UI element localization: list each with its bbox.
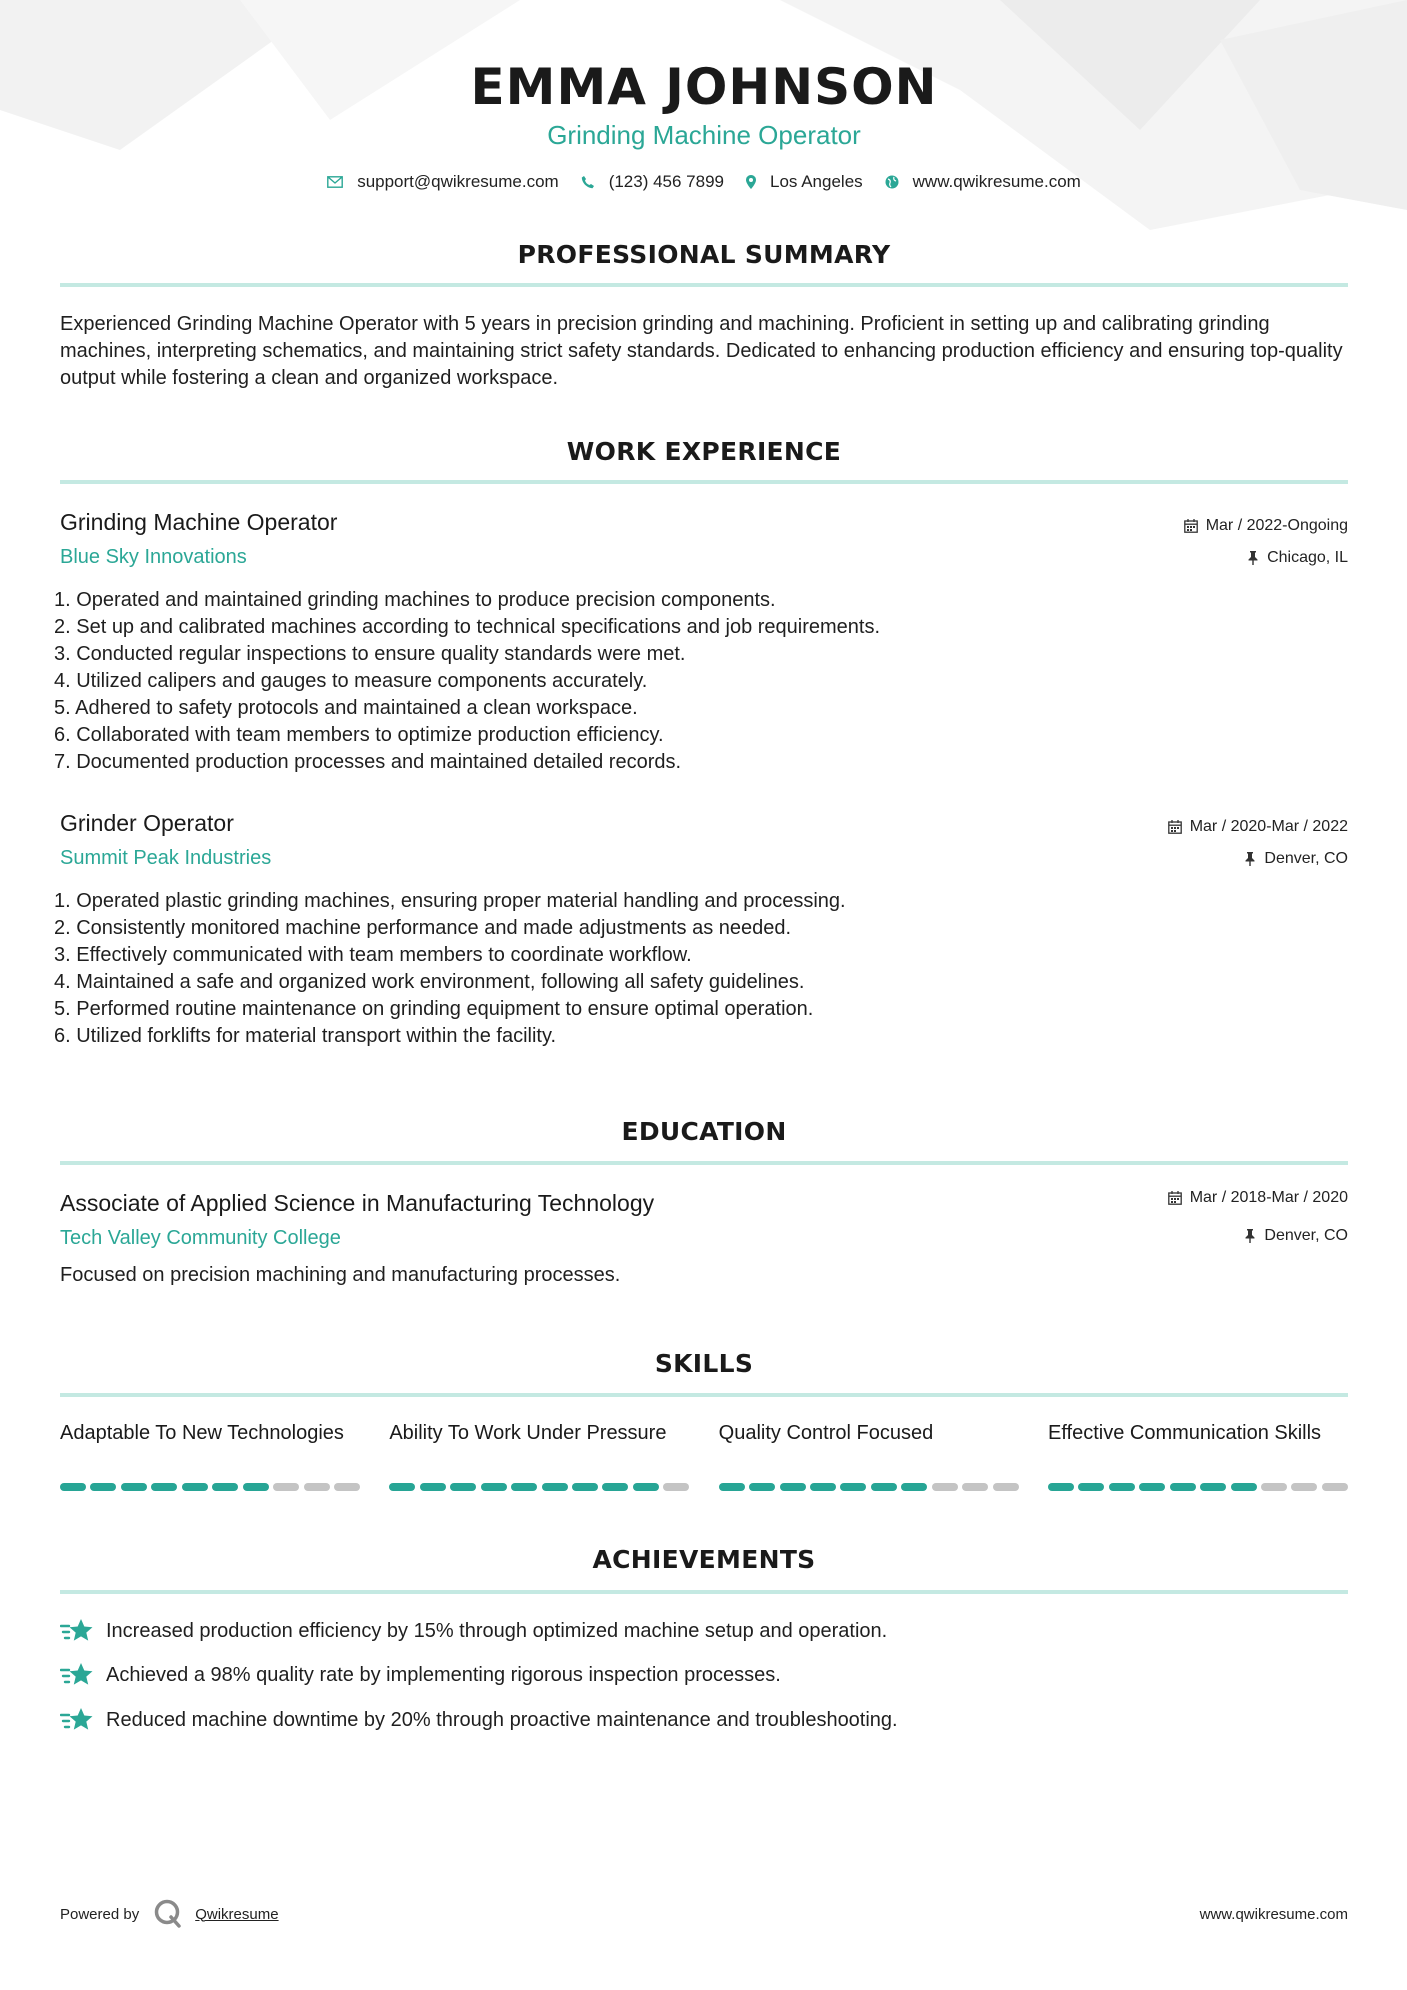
job-company: Summit Peak Industries bbox=[60, 847, 272, 869]
skill-segment-filled bbox=[420, 1483, 446, 1491]
skill-segment-filled bbox=[90, 1483, 116, 1491]
map-pin-icon bbox=[746, 175, 756, 189]
skill-name: Quality Control Focused bbox=[718, 1422, 934, 1444]
website-text: www.qwikresume.com bbox=[912, 172, 1081, 191]
list-item: 6. Collaborated with team members to optimize production efficiency. bbox=[54, 724, 664, 746]
skill-segment-empty bbox=[304, 1483, 330, 1491]
calendar-icon bbox=[1168, 1191, 1182, 1205]
skill-item bbox=[1048, 1420, 1348, 1492]
summary-heading: PROFESSIONAL SUMMARY bbox=[517, 240, 891, 269]
skill-name: Adaptable To New Technologies bbox=[60, 1422, 344, 1444]
job-location bbox=[1247, 549, 1348, 567]
skill-name: Ability To Work Under Pressure bbox=[389, 1422, 667, 1444]
skill-segment-filled bbox=[719, 1483, 745, 1491]
skill-level-bar bbox=[389, 1483, 689, 1491]
pushpin-icon bbox=[1247, 551, 1259, 565]
education-heading: EDUCATION bbox=[621, 1117, 787, 1146]
skill-name: Effective Communication Skills bbox=[1047, 1422, 1322, 1444]
skill-segment-filled bbox=[1231, 1483, 1257, 1491]
skill-segment-filled bbox=[1139, 1483, 1165, 1491]
list-item: 3. Effectively communicated with team members to coordinate workflow. bbox=[54, 944, 692, 966]
skill-level-bar bbox=[60, 1483, 360, 1491]
skill-segment-filled bbox=[901, 1483, 927, 1491]
education-dates bbox=[1168, 1189, 1348, 1207]
phone-text: (123) 456 7899 bbox=[608, 172, 725, 191]
skill-segment-filled bbox=[1200, 1483, 1226, 1491]
skill-segment-empty bbox=[1261, 1483, 1287, 1491]
skill-segment-filled bbox=[871, 1483, 897, 1491]
list-item: 4. Utilized calipers and gauges to measure components accurately. bbox=[54, 670, 648, 692]
globe-icon bbox=[885, 175, 899, 189]
job-location-text: Chicago, IL bbox=[1267, 549, 1348, 566]
skill-segment-filled bbox=[749, 1483, 775, 1491]
education-description: Focused on precision machining and manufacturing processes. bbox=[60, 1264, 621, 1286]
skill-segment-filled bbox=[212, 1483, 238, 1491]
skills-grid bbox=[60, 1420, 1348, 1492]
contact-phone[interactable] bbox=[581, 172, 724, 192]
calendar-icon bbox=[1168, 820, 1182, 834]
qwikresume-logo-icon bbox=[153, 1898, 185, 1930]
contact-website[interactable] bbox=[885, 172, 1081, 192]
footer-powered-by bbox=[60, 1898, 279, 1930]
achievement-item bbox=[60, 1661, 781, 1689]
skill-level-bar bbox=[1048, 1483, 1348, 1491]
achievement-text: Achieved a 98% quality rate by implementing rigorous inspection processes. bbox=[106, 1663, 781, 1686]
job-dates bbox=[1168, 818, 1348, 836]
degree-title: Associate of Applied Science in Manufacturing Technology bbox=[60, 1190, 655, 1216]
candidate-title: Grinding Machine Operator bbox=[547, 120, 861, 150]
skill-segment-filled bbox=[1078, 1483, 1104, 1491]
job-title: Grinding Machine Operator bbox=[60, 509, 338, 535]
contact-bar bbox=[60, 172, 1348, 192]
list-item: 1. Operated plastic grinding machines, ensuring proper material handling and processing. bbox=[54, 890, 846, 912]
skill-segment-filled bbox=[572, 1483, 598, 1491]
skill-segment-empty bbox=[962, 1483, 988, 1491]
skill-segment-empty bbox=[334, 1483, 360, 1491]
skill-segment-empty bbox=[273, 1483, 299, 1491]
pushpin-icon bbox=[1244, 1229, 1256, 1243]
skill-item bbox=[60, 1420, 360, 1492]
skill-segment-filled bbox=[840, 1483, 866, 1491]
skill-segment-empty bbox=[1291, 1483, 1317, 1491]
job-title: Grinder Operator bbox=[60, 810, 234, 836]
summary-divider bbox=[60, 283, 1348, 287]
skill-segment-empty bbox=[932, 1483, 958, 1491]
contact-email[interactable] bbox=[327, 172, 559, 192]
qwikresume-link[interactable]: Qwikresume bbox=[195, 1905, 279, 1923]
skill-segment-filled bbox=[1048, 1483, 1074, 1491]
education-divider bbox=[60, 1161, 1348, 1165]
list-item: 6. Utilized forklifts for material transport within the facility. bbox=[54, 1025, 557, 1047]
skill-segment-filled bbox=[389, 1483, 415, 1491]
skill-segment-filled bbox=[511, 1483, 537, 1491]
job-dates-text: Mar / 2022-Ongoing bbox=[1205, 517, 1348, 534]
envelope-icon bbox=[327, 176, 343, 188]
achievement-item bbox=[60, 1617, 887, 1645]
skill-segment-filled bbox=[450, 1483, 476, 1491]
achievements-divider bbox=[60, 1590, 1348, 1594]
pushpin-icon bbox=[1244, 852, 1256, 866]
experience-divider bbox=[60, 480, 1348, 484]
skill-segment-empty bbox=[993, 1483, 1019, 1491]
job-dates bbox=[1184, 517, 1348, 535]
skill-segment-empty bbox=[1322, 1483, 1348, 1491]
skill-level-bar bbox=[719, 1483, 1019, 1491]
job-location bbox=[1244, 850, 1348, 868]
star-icon bbox=[60, 1706, 94, 1734]
education-location bbox=[1244, 1227, 1348, 1245]
star-icon bbox=[60, 1617, 94, 1645]
candidate-name: EMMA JOHNSON bbox=[470, 58, 938, 116]
skill-segment-filled bbox=[60, 1483, 86, 1491]
education-dates-text: Mar / 2018-Mar / 2020 bbox=[1189, 1189, 1348, 1206]
skills-divider bbox=[60, 1393, 1348, 1397]
experience-heading: WORK EXPERIENCE bbox=[566, 437, 842, 466]
skill-segment-filled bbox=[121, 1483, 147, 1491]
achievements-heading: ACHIEVEMENTS bbox=[592, 1545, 816, 1574]
job-company: Blue Sky Innovations bbox=[60, 546, 247, 568]
school-name: Tech Valley Community College bbox=[60, 1227, 341, 1249]
list-item: 7. Documented production processes and maintained detailed records. bbox=[54, 751, 682, 773]
email-text: support@qwikresume.com bbox=[357, 172, 559, 191]
skill-segment-filled bbox=[810, 1483, 836, 1491]
phone-icon bbox=[581, 175, 595, 189]
footer-website[interactable]: www.qwikresume.com bbox=[1199, 1906, 1348, 1923]
skill-segment-filled bbox=[151, 1483, 177, 1491]
skills-heading: SKILLS bbox=[654, 1349, 754, 1378]
summary-text: Experienced Grinding Machine Operator with 5 years in precision grinding and machining. Proficient in setting up and calibrating grinding machines, interpreting schematics, and maintaining strict safety standards. Dedicated to enhancing production efficiency and ensuring top-quality output while fostering a clean and organized workspace. bbox=[60, 313, 1343, 389]
skill-segment-filled bbox=[243, 1483, 269, 1491]
skill-segment-filled bbox=[481, 1483, 507, 1491]
skill-item bbox=[719, 1420, 1019, 1492]
education-location-text: Denver, CO bbox=[1264, 1227, 1348, 1244]
achievement-text: Reduced machine downtime by 20% through proactive maintenance and troubleshooting. bbox=[106, 1708, 898, 1731]
skill-segment-empty bbox=[663, 1483, 689, 1491]
list-item: 2. Set up and calibrated machines according to technical specifications and job requirements. bbox=[54, 616, 881, 638]
star-icon bbox=[60, 1661, 94, 1689]
list-item: 2. Consistently monitored machine performance and made adjustments as needed. bbox=[54, 917, 792, 939]
resume-page bbox=[54, 0, 1348, 1990]
skill-segment-filled bbox=[182, 1483, 208, 1491]
job-location-text: Denver, CO bbox=[1264, 850, 1348, 867]
job-dates-text: Mar / 2020-Mar / 2022 bbox=[1189, 818, 1348, 835]
skill-segment-filled bbox=[602, 1483, 628, 1491]
skill-segment-filled bbox=[633, 1483, 659, 1491]
list-item: 5. Performed routine maintenance on grinding equipment to ensure optimal operation. bbox=[54, 998, 814, 1020]
skill-item bbox=[389, 1420, 689, 1492]
calendar-icon bbox=[1184, 519, 1198, 533]
list-item: 4. Maintained a safe and organized work environment, following all safety guidelines. bbox=[54, 971, 805, 993]
achievement-text: Increased production efficiency by 15% through optimized machine setup and operation. bbox=[106, 1619, 888, 1642]
list-item: 1. Operated and maintained grinding machines to produce precision components. bbox=[54, 589, 776, 611]
job-duties-list bbox=[54, 587, 1344, 776]
location-text: Los Angeles bbox=[770, 172, 863, 191]
achievement-item bbox=[60, 1706, 898, 1734]
skill-segment-filled bbox=[542, 1483, 568, 1491]
contact-location bbox=[746, 172, 863, 192]
skill-segment-filled bbox=[780, 1483, 806, 1491]
list-item: 5. Adhered to safety protocols and maintained a clean workspace. bbox=[54, 697, 638, 719]
powered-by-label: Powered by bbox=[60, 1905, 140, 1923]
job-duties-list bbox=[54, 888, 1344, 1050]
skill-segment-filled bbox=[1109, 1483, 1135, 1491]
list-item: 3. Conducted regular inspections to ensure quality standards were met. bbox=[54, 643, 686, 665]
skill-segment-filled bbox=[1170, 1483, 1196, 1491]
